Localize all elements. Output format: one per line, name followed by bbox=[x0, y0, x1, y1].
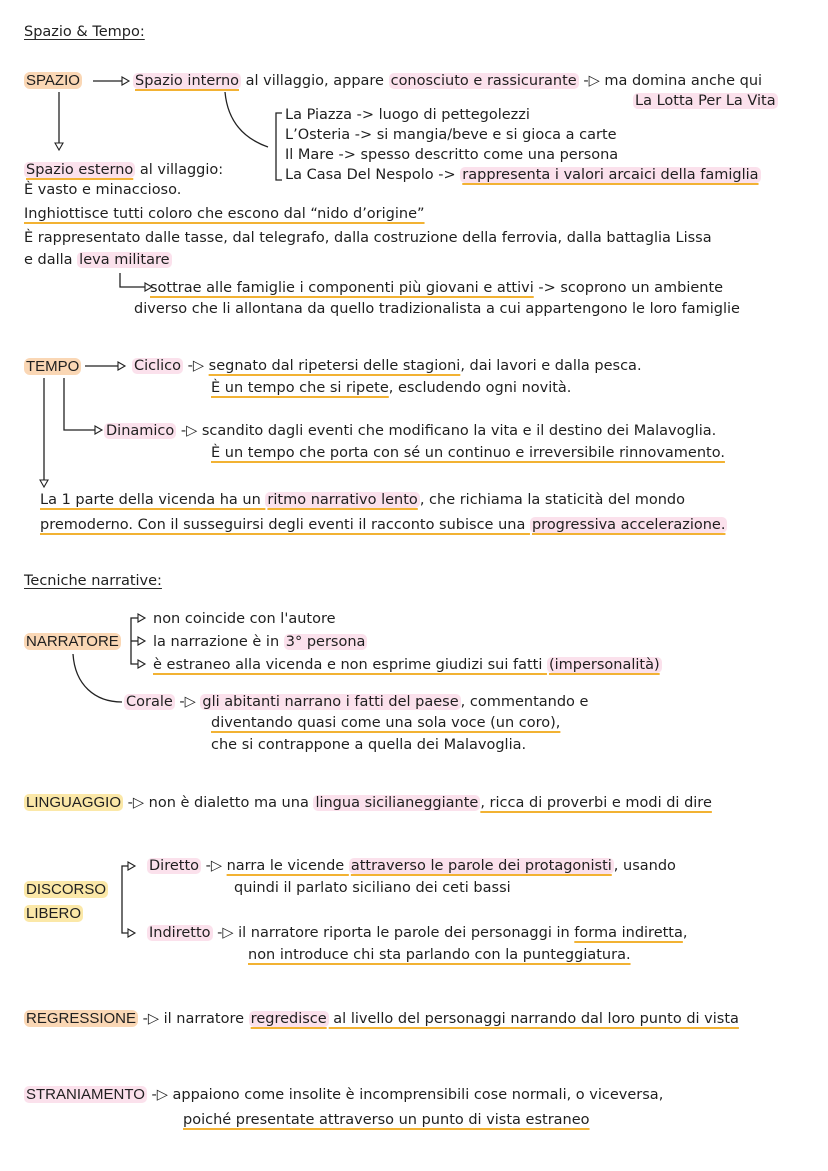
linguaggio-label: LINGUAGGIO bbox=[26, 794, 122, 811]
straniamento-label: STRANIAMENTO bbox=[26, 1086, 145, 1103]
spazio-interno-line: Spazio interno al villaggio, appare conosciuto e rassicurante -▷ ma domina anche qui bbox=[135, 73, 763, 89]
spazio-interno: Spazio interno bbox=[135, 73, 240, 89]
ciclico-line2: È un tempo che si ripete, escludendo ogni novità. bbox=[211, 380, 572, 396]
sottrae-line: sottrae alle famiglie i componenti più giovani e attivi -> scoprono un ambiente bbox=[150, 280, 724, 296]
diretto-line: Diretto -▷ narra le vicende attraverso le parole dei protagonisti , usando bbox=[149, 858, 676, 874]
lotta-per-la-vita: La Lotta Per La Vita bbox=[635, 93, 776, 109]
narratore-label: NARRATORE bbox=[26, 633, 119, 650]
regressione-label: REGRESSIONE bbox=[26, 1010, 137, 1027]
regressione-line: REGRESSIONE -▷ il narratore regredisce al livello del personaggi narrando dal loro punto di vista bbox=[26, 1010, 739, 1027]
dinamico-line: Dinamico -▷ scandito dagli eventi che modificano la vita e il destino dei Malavoglia. bbox=[106, 423, 717, 439]
spazio-label: SPAZIO bbox=[26, 72, 80, 89]
place-piazza: La Piazza -> luogo di pettegolezzi bbox=[285, 107, 530, 123]
inghiottisce: Inghiottisce tutti coloro che escono dal “nido d’origine” bbox=[24, 206, 425, 222]
rappresentato: È rappresentato dalle tasse, dal telegrafo, dalla costruzione della ferrovia, dalla battaglia Lissa bbox=[24, 230, 712, 246]
discorso-label: DISCORSO bbox=[26, 881, 107, 898]
straniamento-line: STRANIAMENTO -▷ appaiono come insolite è incomprensibili cose normali, o viceversa, bbox=[26, 1086, 664, 1103]
narratore-point-2: la narrazione è in 3° persona bbox=[153, 634, 366, 650]
corale-line3: che si contrappone a quella dei Malavoglia. bbox=[211, 737, 527, 753]
linguaggio-line: LINGUAGGIO -▷ non è dialetto ma una lingua sicilianeggiante , ricca di proverbi e modi di dire bbox=[26, 794, 712, 811]
narratore-point-1: non coincide con l'autore bbox=[153, 611, 336, 627]
vasto-minaccioso: È vasto e minaccioso. bbox=[24, 182, 182, 198]
ciclico-line: Ciclico -▷ segnato dal ripetersi delle stagioni, dai lavori e dalla pesca. bbox=[134, 358, 642, 374]
diverso-line: diverso che li allontana da quello tradizionalista a cui appartengono le loro famiglie bbox=[134, 301, 740, 317]
corale-line: Corale -▷ gli abitanti narrano i fatti del paese , commentando e bbox=[126, 694, 589, 710]
page-title: Spazio & Tempo: bbox=[24, 24, 145, 40]
parte-line: La 1 parte della vicenda ha un ritmo narrativo lento , che richiama la staticità del mondo bbox=[40, 492, 685, 508]
leva-militare-line: e dalla leva militare bbox=[24, 252, 170, 268]
narratore-point-3: è estraneo alla vicenda e non esprime giudizi sui fatti (impersonalità) bbox=[153, 657, 660, 673]
place-osteria: L’Osteria -> si mangia/beve e si gioca a carte bbox=[285, 127, 617, 143]
tecniche-title: Tecniche narrative: bbox=[24, 573, 162, 589]
libero-label: LIBERO bbox=[26, 905, 82, 922]
corale-line2: diventando quasi come una sola voce (un coro), bbox=[211, 715, 561, 731]
spazio-esterno-line: Spazio esterno al villaggio: bbox=[26, 162, 224, 178]
tempo-label: TEMPO bbox=[26, 358, 80, 375]
diretto-line2: quindi il parlato siciliano dei ceti bassi bbox=[234, 880, 511, 896]
place-casa-nespolo: La Casa Del Nespolo -> rappresenta i valori arcaici della famiglia bbox=[285, 167, 759, 183]
indiretto-line2: non introduce chi sta parlando con la punteggiatura. bbox=[248, 947, 631, 963]
premoderno-line: premoderno. Con il susseguirsi degli eventi il racconto subisce una progressiva accelerazione. bbox=[40, 517, 726, 533]
indiretto-line: Indiretto -▷ il narratore riporta le parole dei personaggi in forma indiretta, bbox=[149, 925, 688, 941]
place-mare: Il Mare -> spesso descritto come una persona bbox=[285, 147, 619, 163]
straniamento-line2: poiché presentate attraverso un punto di vista estraneo bbox=[183, 1112, 590, 1128]
dinamico-line2: È un tempo che porta con sé un continuo e irreversibile rinnovamento. bbox=[211, 445, 725, 461]
